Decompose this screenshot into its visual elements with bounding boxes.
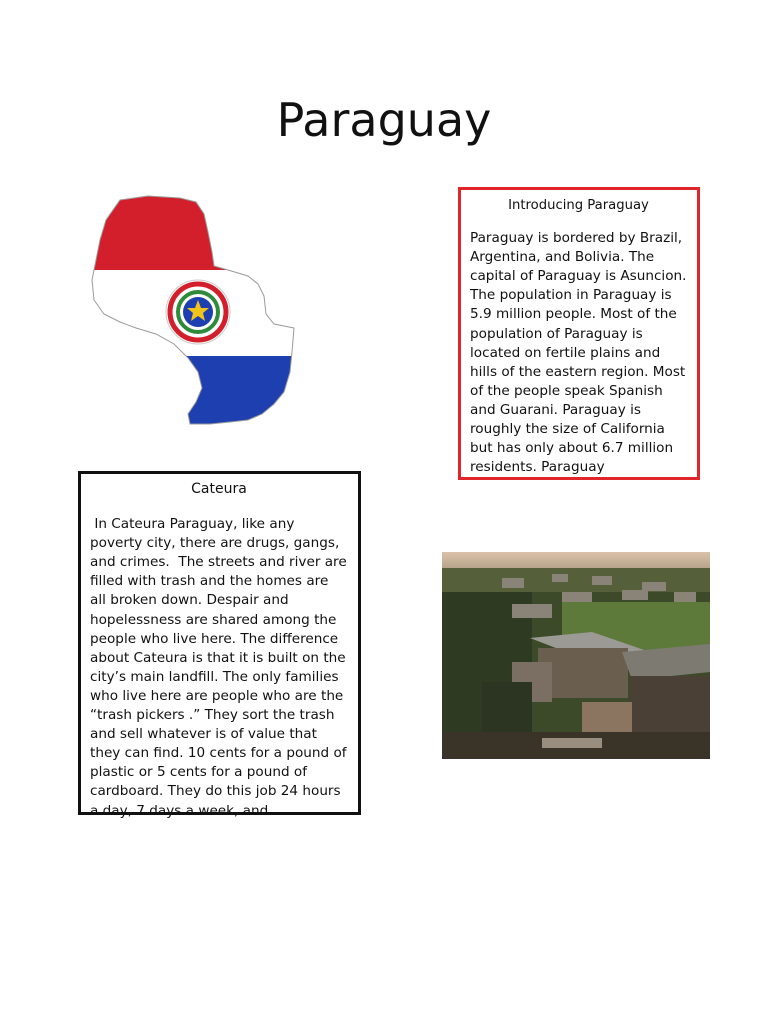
introducing-paraguay-box bbox=[458, 187, 700, 480]
intro-box-heading: Introducing Paraguay bbox=[508, 198, 649, 213]
cateura-box bbox=[78, 471, 361, 819]
paraguay-flag-map-image bbox=[88, 192, 298, 428]
flag-red-stripe bbox=[88, 192, 298, 270]
flag-blue-stripe bbox=[88, 356, 298, 428]
cateura-slum-photo bbox=[442, 552, 710, 759]
coat-of-arms-icon bbox=[166, 280, 230, 344]
intro-box-text: Paraguay is bordered by Brazil, Argentina, and Bolivia. The capital of Paraguay is Asuncion. The population in Paraguay is 5.9 million people. Most of the population of Paraguay is located on fertile plains and hills of the eastern region. Most of the people speak Spanish and Guarani. Paraguay is roughly the size of California but has only about 6.7 million residents. Paraguay bbox=[470, 230, 687, 476]
cateura-box-heading: Cateura bbox=[191, 481, 247, 497]
cateura-box-text: In Cateura Paraguay, like any poverty city, there are drugs, gangs, and crimes. The streets and river are filled with trash and the homes are all broken down. Despair and hopelessness are shared among the people who live here. The difference about Cateura is that it is built on the city’s main landfill. The only families who live here are people who are the “trash pickers .” They sort the trash and sell whatever is of value that they can find. 10 cents for a pound of plastic or 5 cents for a pound of cardboard. They do this job 24 hours a day, 7 days a week, and bbox=[90, 516, 352, 819]
page-title: Paraguay bbox=[276, 93, 492, 147]
